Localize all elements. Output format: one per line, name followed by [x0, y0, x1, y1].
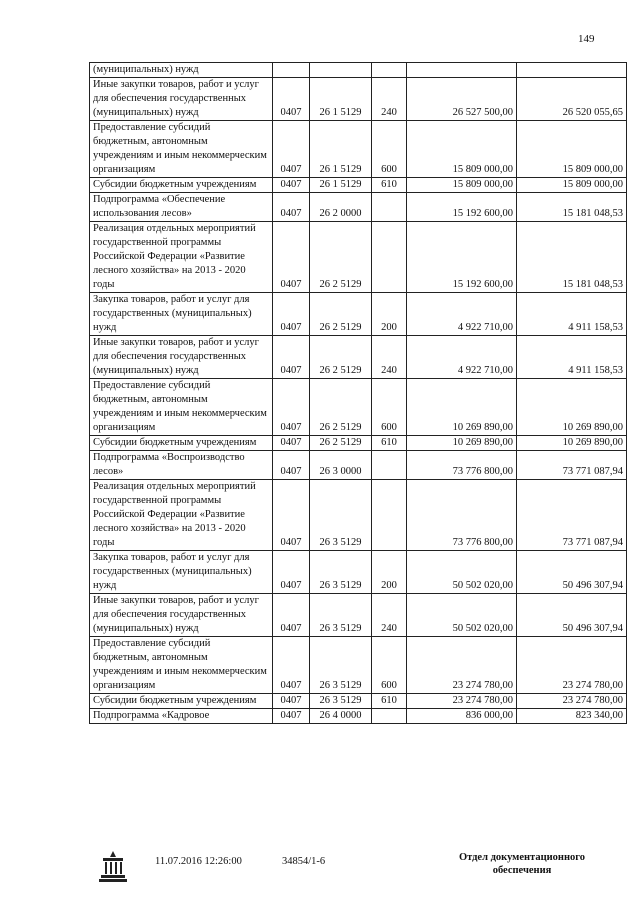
row-target-article-cell: 26 2 5129	[310, 222, 372, 293]
row-name-cell: Иные закупки товаров, работ и услуг для обеспечения государственных (муниципальных) нужд	[90, 336, 273, 379]
row-section-cell: 0407	[273, 480, 310, 551]
row-expense-type-cell: 200	[372, 293, 407, 336]
row-amount-planned-cell: 15 809 000,00	[407, 178, 517, 193]
row-amount-planned-cell: 73 776 800,00	[407, 480, 517, 551]
table-row	[90, 594, 627, 637]
row-expense-type-cell	[372, 709, 407, 724]
row-name-cell: Реализация отдельных мероприятий государственной программы Российской Федерации «Развитие лесного хозяйства» на 2013 - 2020 годы	[90, 222, 273, 293]
row-amount-actual-cell: 15 809 000,00	[517, 121, 627, 178]
row-section-cell: 0407	[273, 178, 310, 193]
table-row	[90, 78, 627, 121]
row-name-cell: Предоставление субсидий бюджетным, автономным учреждениям и иным некоммерческим организациям	[90, 121, 273, 178]
row-section-cell: 0407	[273, 551, 310, 594]
row-name-cell: Иные закупки товаров, работ и услуг для обеспечения государственных (муниципальных) нужд	[90, 78, 273, 121]
row-target-article-cell: 26 1 5129	[310, 121, 372, 178]
row-section-cell: 0407	[273, 436, 310, 451]
table-row	[90, 451, 627, 480]
row-expense-type-cell: 240	[372, 336, 407, 379]
footer-datetime: 11.07.2016 12:26:00	[155, 856, 242, 867]
row-amount-actual-cell: 10 269 890,00	[517, 436, 627, 451]
row-expense-type-cell: 240	[372, 78, 407, 121]
budget-table-body	[90, 63, 627, 724]
row-amount-planned-cell: 23 274 780,00	[407, 694, 517, 709]
row-section-cell: 0407	[273, 694, 310, 709]
row-target-article-cell: 26 1 5129	[310, 78, 372, 121]
page-number: 149	[578, 33, 595, 45]
row-expense-type-cell: 600	[372, 121, 407, 178]
row-amount-actual-cell: 10 269 890,00	[517, 379, 627, 436]
row-amount-planned-cell: 73 776 800,00	[407, 451, 517, 480]
row-section-cell: 0407	[273, 451, 310, 480]
row-section-cell: 0407	[273, 594, 310, 637]
row-name-cell: Закупка товаров, работ и услуг для государственных (муниципальных) нужд	[90, 293, 273, 336]
row-amount-planned-cell: 4 922 710,00	[407, 293, 517, 336]
row-expense-type-cell: 610	[372, 694, 407, 709]
row-amount-actual-cell: 26 520 055,65	[517, 78, 627, 121]
row-name-cell: Субсидии бюджетным учреждениям	[90, 694, 273, 709]
table-row	[90, 121, 627, 178]
row-amount-actual-cell: 23 274 780,00	[517, 694, 627, 709]
row-amount-actual-cell: 15 809 000,00	[517, 178, 627, 193]
row-amount-planned-cell: 4 922 710,00	[407, 336, 517, 379]
row-section-cell: 0407	[273, 222, 310, 293]
row-name-cell: Субсидии бюджетным учреждениям	[90, 178, 273, 193]
row-section-cell: 0407	[273, 709, 310, 724]
row-name-cell: Реализация отдельных мероприятий государственной программы Российской Федерации «Развитие лесного хозяйства» на 2013 - 2020 годы	[90, 480, 273, 551]
row-section-cell	[273, 63, 310, 78]
row-expense-type-cell: 240	[372, 594, 407, 637]
table-row	[90, 178, 627, 193]
row-target-article-cell: 26 2 5129	[310, 336, 372, 379]
row-name-cell: Закупка товаров, работ и услуг для государственных (муниципальных) нужд	[90, 551, 273, 594]
row-name-cell: Подпрограмма «Воспроизводство лесов»	[90, 451, 273, 480]
row-expense-type-cell: 600	[372, 379, 407, 436]
table-row	[90, 480, 627, 551]
row-amount-actual-cell	[517, 63, 627, 78]
row-amount-planned-cell: 50 502 020,00	[407, 594, 517, 637]
row-target-article-cell: 26 2 5129	[310, 379, 372, 436]
row-amount-planned-cell: 836 000,00	[407, 709, 517, 724]
stamp-line-2: обеспечения	[492, 865, 552, 876]
department-stamp	[452, 851, 592, 877]
row-target-article-cell: 26 1 5129	[310, 178, 372, 193]
row-amount-actual-cell: 4 911 158,53	[517, 336, 627, 379]
row-amount-actual-cell: 15 181 048,53	[517, 193, 627, 222]
table-row	[90, 694, 627, 709]
row-target-article-cell: 26 2 5129	[310, 436, 372, 451]
row-amount-planned-cell: 10 269 890,00	[407, 436, 517, 451]
row-amount-actual-cell: 4 911 158,53	[517, 293, 627, 336]
row-section-cell: 0407	[273, 78, 310, 121]
budget-table	[89, 62, 627, 724]
row-amount-planned-cell: 10 269 890,00	[407, 379, 517, 436]
row-amount-planned-cell	[407, 63, 517, 78]
row-name-cell: Иные закупки товаров, работ и услуг для обеспечения государственных (муниципальных) нужд	[90, 594, 273, 637]
row-amount-planned-cell: 15 809 000,00	[407, 121, 517, 178]
row-amount-actual-cell: 823 340,00	[517, 709, 627, 724]
row-amount-actual-cell: 15 181 048,53	[517, 222, 627, 293]
table-row	[90, 637, 627, 694]
row-target-article-cell: 26 3 5129	[310, 480, 372, 551]
table-row	[90, 379, 627, 436]
row-target-article-cell: 26 4 0000	[310, 709, 372, 724]
row-expense-type-cell	[372, 451, 407, 480]
row-expense-type-cell	[372, 480, 407, 551]
row-target-article-cell: 26 3 0000	[310, 451, 372, 480]
row-expense-type-cell	[372, 63, 407, 78]
row-section-cell: 0407	[273, 293, 310, 336]
row-name-cell: Предоставление субсидий бюджетным, автономным учреждениям и иным некоммерческим организациям	[90, 637, 273, 694]
row-expense-type-cell: 600	[372, 637, 407, 694]
table-row	[90, 551, 627, 594]
row-section-cell: 0407	[273, 193, 310, 222]
table-row	[90, 193, 627, 222]
table-row	[90, 709, 627, 724]
row-name-cell: (муниципальных) нужд	[90, 63, 273, 78]
row-name-cell: Подпрограмма «Кадровое	[90, 709, 273, 724]
table-row	[90, 436, 627, 451]
table-row	[90, 293, 627, 336]
stamp-line-1: Отдел документационного	[458, 852, 586, 863]
emblem-icon	[98, 848, 128, 884]
row-target-article-cell: 26 2 5129	[310, 293, 372, 336]
row-amount-actual-cell: 73 771 087,94	[517, 451, 627, 480]
row-section-cell: 0407	[273, 336, 310, 379]
row-name-cell: Подпрограмма «Обеспечение использования лесов»	[90, 193, 273, 222]
row-target-article-cell: 26 2 0000	[310, 193, 372, 222]
row-expense-type-cell: 610	[372, 436, 407, 451]
row-amount-planned-cell: 15 192 600,00	[407, 222, 517, 293]
row-amount-planned-cell: 26 527 500,00	[407, 78, 517, 121]
row-section-cell: 0407	[273, 379, 310, 436]
table-row	[90, 63, 627, 78]
footer-document-id: 34854/1-6	[282, 856, 326, 867]
row-amount-actual-cell: 50 496 307,94	[517, 551, 627, 594]
row-amount-planned-cell: 50 502 020,00	[407, 551, 517, 594]
row-target-article-cell: 26 3 5129	[310, 594, 372, 637]
row-amount-actual-cell: 73 771 087,94	[517, 480, 627, 551]
row-target-article-cell	[310, 63, 372, 78]
row-expense-type-cell: 610	[372, 178, 407, 193]
row-section-cell: 0407	[273, 121, 310, 178]
row-expense-type-cell	[372, 222, 407, 293]
row-name-cell: Предоставление субсидий бюджетным, автономным учреждениям и иным некоммерческим организациям	[90, 379, 273, 436]
row-name-cell: Субсидии бюджетным учреждениям	[90, 436, 273, 451]
row-amount-planned-cell: 23 274 780,00	[407, 637, 517, 694]
row-expense-type-cell	[372, 193, 407, 222]
table-row	[90, 336, 627, 379]
row-target-article-cell: 26 3 5129	[310, 637, 372, 694]
row-target-article-cell: 26 3 5129	[310, 694, 372, 709]
row-section-cell: 0407	[273, 637, 310, 694]
row-amount-actual-cell: 23 274 780,00	[517, 637, 627, 694]
row-target-article-cell: 26 3 5129	[310, 551, 372, 594]
row-expense-type-cell: 200	[372, 551, 407, 594]
table-row	[90, 222, 627, 293]
row-amount-actual-cell: 50 496 307,94	[517, 594, 627, 637]
row-amount-planned-cell: 15 192 600,00	[407, 193, 517, 222]
